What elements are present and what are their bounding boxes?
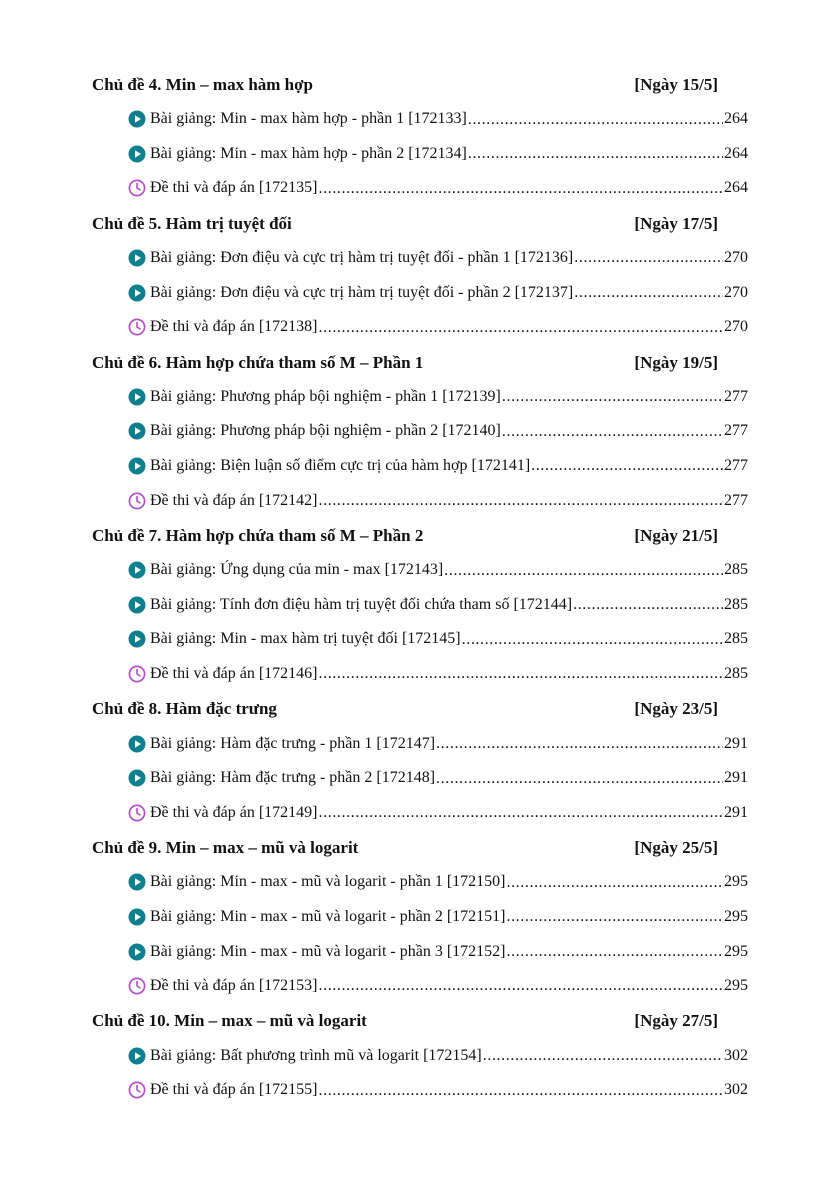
entry-label: Bài giảng: Min - max - mũ và logarit - phần 2 [172151] <box>150 907 506 925</box>
toc-entry[interactable] <box>128 622 748 657</box>
entry-label: Bài giảng: Bất phương trình mũ và logarit [172154] <box>150 1046 482 1064</box>
play-circle-icon <box>128 422 146 440</box>
entry-page-number: 302 <box>724 1046 748 1064</box>
entry-page-number: 277 <box>724 422 748 440</box>
dot-leader <box>319 975 723 997</box>
play-circle-icon <box>128 735 146 753</box>
topic-date: [Ngày 17/5] <box>634 213 718 233</box>
toc-entry[interactable] <box>128 657 748 692</box>
topic-date: [Ngày 23/5] <box>634 699 718 719</box>
toc-entry[interactable] <box>128 553 748 588</box>
dot-leader <box>436 733 723 755</box>
dot-leader <box>574 247 723 269</box>
toc-entry[interactable] <box>128 900 748 935</box>
topic-title: Chủ đề 4. Min – max hàm hợp <box>92 75 314 94</box>
entry-page-number: 264 <box>724 179 748 197</box>
dot-leader <box>319 178 723 200</box>
entry-label: Đề thi và đáp án [172149] <box>150 803 318 821</box>
entry-label: Bài giảng: Hàm đặc trưng - phần 2 [172148] <box>150 769 436 787</box>
topic-title: Chủ đề 7. Hàm hợp chứa tham số M – Phần 2 <box>92 525 424 545</box>
entry-page-number: 295 <box>724 942 748 960</box>
clock-icon <box>128 179 146 197</box>
topic-date: [Ngày 25/5] <box>634 838 718 858</box>
dot-leader <box>502 386 723 408</box>
topic-heading-2[interactable] <box>92 206 748 241</box>
topic-title: Chủ đề 9. Min – max – mũ và logarit <box>92 838 359 858</box>
entry-label: Bài giảng: Min - max hàm trị tuyệt đối [172145] <box>150 630 461 648</box>
entry-page-number: 295 <box>724 873 748 891</box>
toc-entry[interactable] <box>128 137 748 172</box>
dot-leader <box>444 560 723 582</box>
dot-leader <box>462 629 723 651</box>
play-circle-icon <box>128 249 146 267</box>
toc-entry[interactable] <box>128 275 748 310</box>
toc-entry[interactable] <box>128 483 748 518</box>
clock-icon <box>128 977 146 995</box>
topic-heading-6[interactable] <box>92 830 748 865</box>
topic-title: Chủ đề 8. Hàm đặc trưng <box>92 699 277 719</box>
dot-leader <box>502 421 723 443</box>
entry-label: Đề thi và đáp án [172135] <box>150 179 318 197</box>
toc-entry[interactable] <box>128 171 748 206</box>
dot-leader <box>319 663 723 685</box>
entry-label: Đề thi và đáp án [172153] <box>150 977 318 995</box>
entry-page-number: 291 <box>724 769 748 787</box>
entry-page-number: 277 <box>724 457 748 475</box>
play-circle-icon <box>128 908 146 926</box>
topic-date: [Ngày 27/5] <box>634 1011 718 1031</box>
dot-leader <box>574 282 723 304</box>
play-circle-icon <box>128 769 146 787</box>
clock-icon <box>128 318 146 336</box>
topic-date: [Ngày 21/5] <box>634 525 718 545</box>
play-circle-icon <box>128 630 146 648</box>
topic-title: Chủ đề 10. Min – max – mũ và logarit <box>92 1011 367 1031</box>
entry-page-number: 285 <box>724 561 748 579</box>
topic-date: [Ngày 15/5] <box>634 75 718 94</box>
toc-entry[interactable] <box>128 310 748 345</box>
entry-page-number: 285 <box>724 665 748 683</box>
entry-label: Bài giảng: Đơn điệu và cực trị hàm trị tuyệt đối - phần 1 [172136] <box>150 249 574 267</box>
dot-leader <box>506 906 723 928</box>
toc-entry[interactable] <box>128 1073 748 1108</box>
toc-entry[interactable] <box>128 588 748 623</box>
dot-leader <box>436 768 723 790</box>
toc-entry[interactable] <box>128 241 748 276</box>
toc-entry[interactable] <box>128 761 748 796</box>
play-circle-icon <box>128 388 146 406</box>
entry-page-number: 295 <box>724 977 748 995</box>
entry-page-number: 264 <box>724 110 748 128</box>
play-circle-icon <box>128 1047 146 1065</box>
toc-entry[interactable] <box>128 934 748 969</box>
topic-title: Chủ đề 6. Hàm hợp chứa tham số M – Phần 1 <box>92 352 424 372</box>
dot-leader <box>506 872 723 894</box>
play-circle-icon <box>128 873 146 891</box>
dot-leader <box>319 802 723 824</box>
entry-page-number: 270 <box>724 318 748 336</box>
topic-title: Chủ đề 5. Hàm trị tuyệt đối <box>92 213 292 233</box>
play-circle-icon <box>128 284 146 302</box>
toc-entry[interactable] <box>128 796 748 831</box>
entry-label: Bài giảng: Min - max hàm hợp - phần 1 [172133] <box>150 110 467 128</box>
entry-page-number: 270 <box>724 249 748 267</box>
entry-label: Bài giảng: Phương pháp bội nghiệm - phần 1 [172139] <box>150 387 501 405</box>
entry-page-number: 277 <box>724 491 748 509</box>
entry-label: Bài giảng: Ứng dụng của min - max [172143] <box>150 561 444 579</box>
play-circle-icon <box>128 561 146 579</box>
entry-label: Đề thi và đáp án [172155] <box>150 1081 318 1099</box>
topic-heading-3[interactable] <box>92 345 748 380</box>
entry-label: Bài giảng: Đơn điệu và cực trị hàm trị tuyệt đối - phần 2 [172137] <box>150 283 574 301</box>
entry-page-number: 270 <box>724 283 748 301</box>
dot-leader <box>468 143 723 165</box>
dot-leader <box>319 1080 723 1102</box>
play-circle-icon <box>128 457 146 475</box>
dot-leader <box>506 941 723 963</box>
entry-page-number: 291 <box>724 734 748 752</box>
entry-label: Đề thi và đáp án [172138] <box>150 318 318 336</box>
topic-heading-1[interactable] <box>92 67 748 102</box>
dot-leader <box>468 109 723 131</box>
toc-entry[interactable] <box>128 865 748 900</box>
topic-heading-4[interactable] <box>92 518 748 553</box>
entry-page-number: 302 <box>724 1081 748 1099</box>
entry-label: Bài giảng: Biện luận số điểm cực trị của hàm hợp [172141] <box>150 457 531 475</box>
toc-entry[interactable] <box>128 1038 748 1073</box>
entry-label: Bài giảng: Min - max hàm hợp - phần 2 [172134] <box>150 144 467 162</box>
entry-label: Đề thi và đáp án [172142] <box>150 491 318 509</box>
toc-entry[interactable] <box>128 449 748 484</box>
topic-heading-5[interactable] <box>92 691 748 726</box>
play-circle-icon <box>128 110 146 128</box>
table-of-contents <box>92 67 748 1108</box>
clock-icon <box>128 1081 146 1099</box>
entry-page-number: 277 <box>724 387 748 405</box>
topic-heading-7[interactable] <box>92 1003 748 1038</box>
entry-label: Đề thi và đáp án [172146] <box>150 665 318 683</box>
play-circle-icon <box>128 596 146 614</box>
entry-page-number: 295 <box>724 907 748 925</box>
clock-icon <box>128 804 146 822</box>
clock-icon <box>128 492 146 510</box>
dot-leader <box>531 455 723 477</box>
toc-entry[interactable] <box>128 726 748 761</box>
clock-icon <box>128 665 146 683</box>
toc-entry[interactable] <box>128 102 748 137</box>
entry-label: Bài giảng: Hàm đặc trưng - phần 1 [172147] <box>150 734 436 752</box>
entry-label: Bài giảng: Phương pháp bội nghiệm - phần 2 [172140] <box>150 422 501 440</box>
entry-page-number: 285 <box>724 595 748 613</box>
entry-page-number: 264 <box>724 144 748 162</box>
entry-page-number: 285 <box>724 630 748 648</box>
dot-leader <box>573 594 723 616</box>
topic-date: [Ngày 19/5] <box>634 352 718 372</box>
dot-leader <box>319 317 723 339</box>
entry-label: Bài giảng: Tính đơn điệu hàm trị tuyệt đối chứa tham số [172144] <box>150 595 573 613</box>
play-circle-icon <box>128 943 146 961</box>
toc-entry[interactable] <box>128 414 748 449</box>
entry-label: Bài giảng: Min - max - mũ và logarit - phần 1 [172150] <box>150 873 506 891</box>
dot-leader <box>319 490 723 512</box>
toc-entry[interactable] <box>128 380 748 415</box>
dot-leader <box>483 1045 723 1067</box>
entry-label: Bài giảng: Min - max - mũ và logarit - phần 3 [172152] <box>150 942 506 960</box>
play-circle-icon <box>128 145 146 163</box>
entry-page-number: 291 <box>724 803 748 821</box>
toc-entry[interactable] <box>128 969 748 1004</box>
